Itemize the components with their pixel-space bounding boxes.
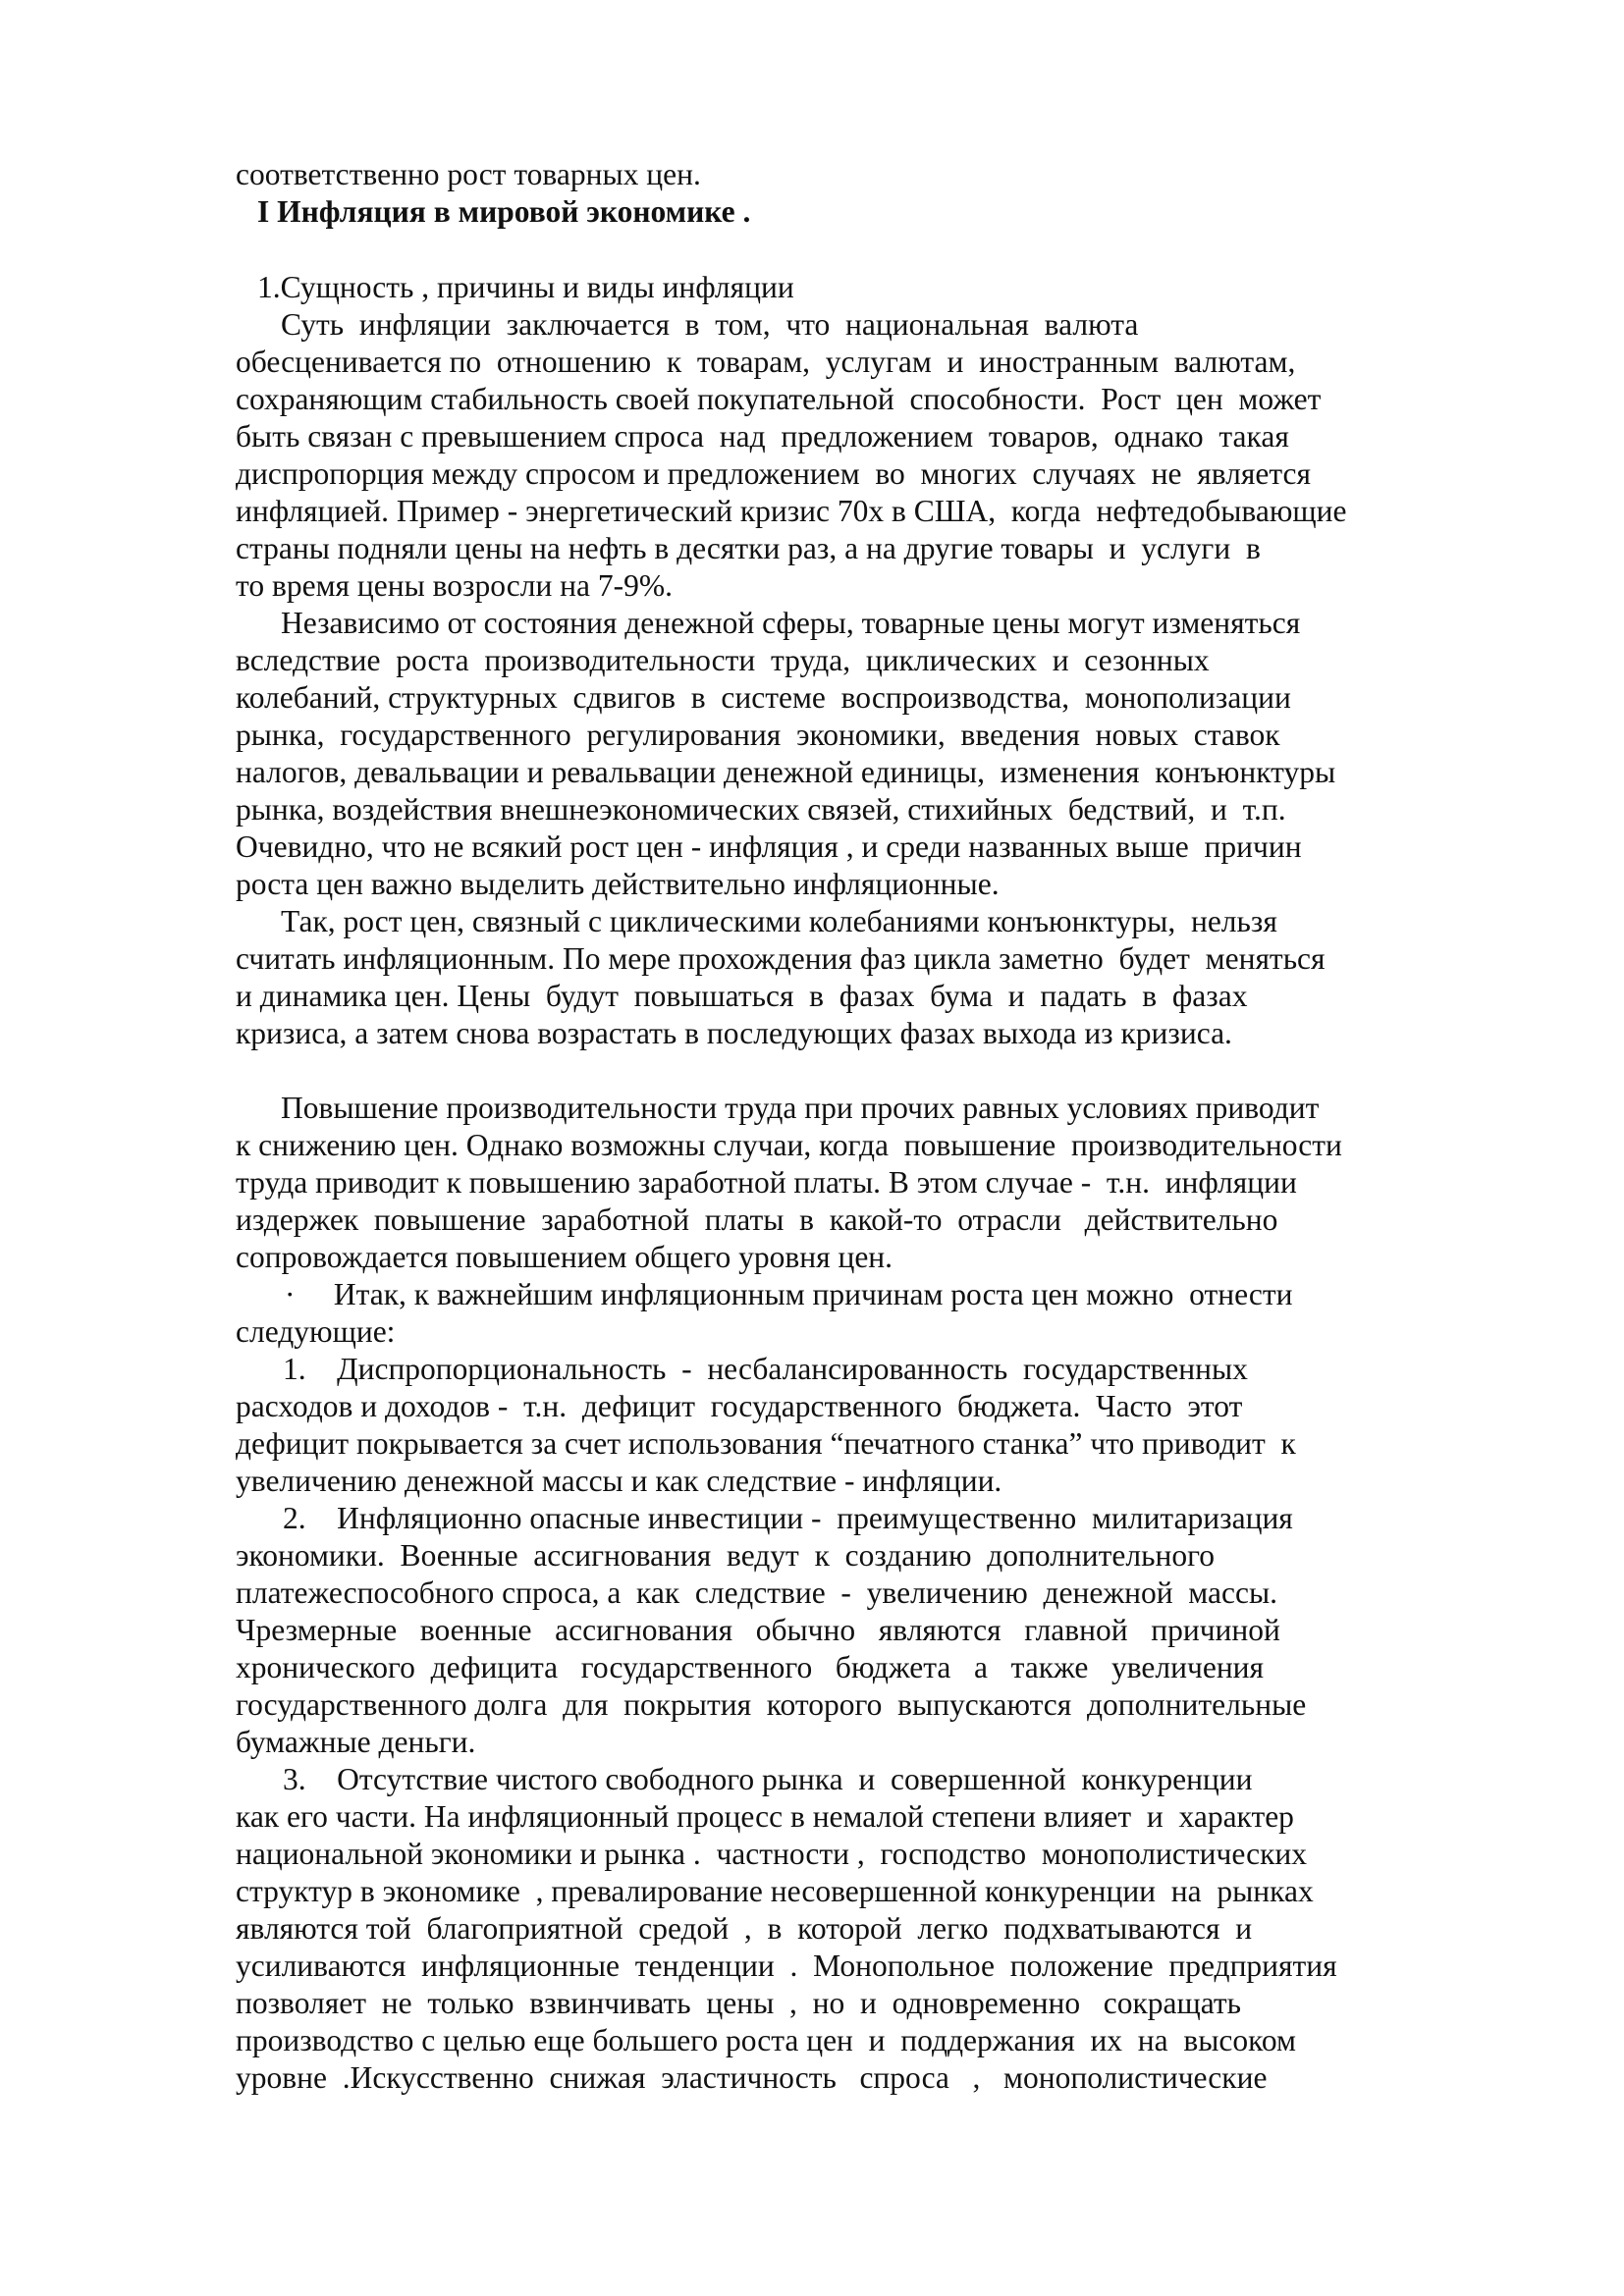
- text-line: расходов и доходов - т.н. дефицит государственного бюджета. Часто этот: [236, 1389, 1243, 1423]
- text-line: платежеспособного спроса, а как следствие - увеличению денежной массы.: [236, 1575, 1278, 1610]
- text-line: труда приводит к повышению заработной платы. В этом случае - т.н. инфляции: [236, 1165, 1297, 1200]
- text-line: вследствие роста производительности труда, циклических и сезонных: [236, 643, 1210, 677]
- text-line: Повышение производительности труда при прочих равных условиях приводит: [281, 1091, 1320, 1125]
- numbered-item: 3. Отсутствие чистого свободного рынка и совершенной конкуренции: [283, 1762, 1253, 1796]
- text-line: следующие:: [236, 1314, 396, 1349]
- text-line: страны подняли цены на нефть в десятки раз, а на другие товары и услуги в: [236, 531, 1261, 565]
- text-line: Очевидно, что не всякий рост цен - инфляция , и среди названных выше причин: [236, 829, 1302, 864]
- text-line: рынка, воздействия внешнеэкономических связей, стихийных бедствий, и т.п.: [236, 792, 1286, 827]
- text-line: производство с целью еще большего роста цен и поддержания их на высоком: [236, 2023, 1296, 2057]
- text-line: диспропорция между спросом и предложением во многих случаях не является: [236, 456, 1311, 491]
- text-line: хронического дефицита государственного бюджета а также увеличения: [236, 1650, 1265, 1684]
- text-line: усиливаются инфляционные тенденции . Монопольное положение предприятия: [236, 1949, 1337, 1983]
- text-line: национальной экономики и рынка . частности , господство монополистических: [236, 1837, 1307, 1871]
- text-line: обесценивается по отношению к товарам, услугам и иностранным валютам,: [236, 345, 1296, 379]
- text-line: роста цен важно выделить действительно инфляционные.: [236, 867, 1000, 901]
- text-line: уровне .Искусственно снижая эластичность спроса , монополистические: [236, 2060, 1268, 2095]
- text-line: считать инфляционным. По мере прохождения фаз цикла заметно будет меняться: [236, 941, 1326, 976]
- text-line: Независимо от состояния денежной сферы, товарные цены могут изменяться: [281, 606, 1301, 640]
- text-line: налогов, девальвации и ревальвации денежной единицы, изменения конъюнктуры: [236, 755, 1336, 789]
- text-line: сопровождается повышением общего уровня цен.: [236, 1240, 893, 1274]
- text-line: увеличению денежной массы и как следствие - инфляции.: [236, 1464, 1002, 1498]
- text-line: и динамика цен. Цены будут повышаться в фазах бума и падать в фазах: [236, 979, 1248, 1013]
- numbered-item: 1. Диспропорциональность - несбалансированность государственных: [283, 1352, 1248, 1386]
- text-line: рынка, государственного регулирования экономики, введения новых ставок: [236, 718, 1280, 752]
- text-line: Суть инфляции заключается в том, что национальная валюта: [281, 307, 1139, 342]
- text-line: кризиса, а затем снова возрастать в последующих фазах выхода из кризиса.: [236, 1016, 1232, 1050]
- text-line: Чрезмерные военные ассигнования обычно являются главной причиной: [236, 1613, 1280, 1647]
- text-line: экономики. Военные ассигнования ведут к созданию дополнительного: [236, 1538, 1215, 1573]
- text-line: бумажные деньги.: [236, 1725, 476, 1759]
- text-line: Так, рост цен, связный с циклическими колебаниями конъюнктуры, нельзя: [281, 904, 1277, 938]
- text-line: структур в экономике , превалирование несовершенной конкуренции на рынках: [236, 1874, 1314, 1908]
- text-line: как его части. На инфляционный процесс в немалой степени влияет и характер: [236, 1799, 1294, 1834]
- text-line: дефицит покрывается за счет использования “печатного станка” что приводит к: [236, 1426, 1296, 1461]
- section-heading: I Инфляция в мировой экономике .: [257, 194, 751, 229]
- numbered-item: 2. Инфляционно опасные инвестиции - преимущественно милитаризация: [283, 1501, 1293, 1535]
- text-line: инфляцией. Пример - энергетический кризис 70х в США, когда нефтедобывающие: [236, 494, 1347, 528]
- text-line: то время цены возросли на 7-9%.: [236, 568, 673, 603]
- subsection-heading: 1.Сущность , причины и виды инфляции: [257, 270, 794, 304]
- text-line: к снижению цен. Однако возможны случаи, когда повышение производительности: [236, 1128, 1342, 1162]
- text-line: колебаний, структурных сдвигов в системе воспроизводства, монополизации: [236, 680, 1291, 715]
- text-line: быть связан с превышением спроса над предложением товаров, однако такая: [236, 419, 1289, 454]
- text-line: являются той благоприятной средой , в которой легко подхватываются и: [236, 1911, 1253, 1946]
- text-line: соответственно рост товарных цен.: [236, 157, 701, 191]
- text-line: сохраняющим стабильность своей покупательной способности. Рост цен может: [236, 382, 1322, 416]
- text-line: государственного долга для покрытия которого выпускаются дополнительные: [236, 1687, 1307, 1722]
- text-line: позволяет не только взвинчивать цены , но и одновременно сокращать: [236, 1986, 1242, 2020]
- text-line: издержек повышение заработной платы в какой-то отрасли действительно: [236, 1202, 1278, 1237]
- bullet-line: · Итак, к важнейшим инфляционным причинам роста цен можно отнести: [285, 1277, 1293, 1311]
